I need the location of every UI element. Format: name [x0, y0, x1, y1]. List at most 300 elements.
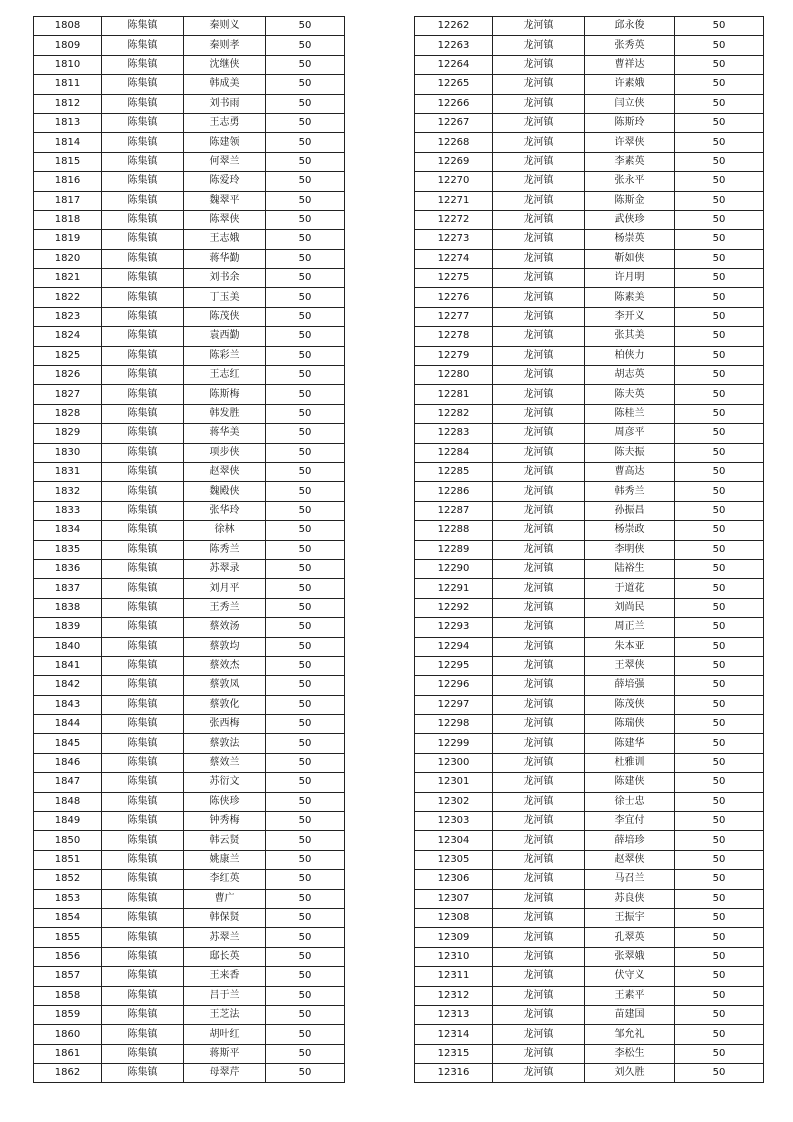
row-number-cell: 1836	[34, 559, 102, 578]
town-cell: 陈集镇	[102, 75, 184, 94]
name-cell: 魏殿侠	[184, 482, 266, 501]
amount-cell: 50	[266, 404, 345, 423]
row-number-cell: 12303	[415, 812, 493, 831]
table-row	[34, 792, 345, 811]
town-cell: 龙河镇	[493, 249, 585, 268]
town-cell: 陈集镇	[102, 715, 184, 734]
table-row	[34, 501, 345, 520]
amount-cell: 50	[266, 75, 345, 94]
row-number-cell: 1850	[34, 831, 102, 850]
amount-cell: 50	[266, 753, 345, 772]
amount-cell: 50	[675, 1005, 764, 1024]
name-cell: 蔡敦化	[184, 695, 266, 714]
town-cell: 陈集镇	[102, 443, 184, 462]
town-cell: 陈集镇	[102, 501, 184, 520]
row-number-cell: 12271	[415, 191, 493, 210]
town-cell: 陈集镇	[102, 113, 184, 132]
name-cell: 孔翠英	[585, 928, 675, 947]
amount-cell: 50	[266, 618, 345, 637]
town-cell: 龙河镇	[493, 1005, 585, 1024]
town-cell: 龙河镇	[493, 637, 585, 656]
name-cell: 胡叶红	[184, 1025, 266, 1044]
row-number-cell: 12282	[415, 404, 493, 423]
town-cell: 龙河镇	[493, 191, 585, 210]
row-number-cell: 12262	[415, 17, 493, 36]
row-number-cell: 1860	[34, 1025, 102, 1044]
amount-cell: 50	[675, 850, 764, 869]
town-cell: 陈集镇	[102, 753, 184, 772]
table-row	[415, 210, 764, 229]
name-cell: 陈夫振	[585, 443, 675, 462]
row-number-cell: 12288	[415, 521, 493, 540]
town-cell: 龙河镇	[493, 870, 585, 889]
town-cell: 龙河镇	[493, 17, 585, 36]
town-cell: 龙河镇	[493, 656, 585, 675]
table-row	[415, 656, 764, 675]
row-number-cell: 12301	[415, 773, 493, 792]
row-number-cell: 1808	[34, 17, 102, 36]
name-cell: 蔡效兰	[184, 753, 266, 772]
table-row	[415, 55, 764, 74]
name-cell: 秦则义	[184, 17, 266, 36]
name-cell: 蒋斯平	[184, 1044, 266, 1063]
amount-cell: 50	[675, 792, 764, 811]
town-cell: 龙河镇	[493, 501, 585, 520]
amount-cell: 50	[675, 986, 764, 1005]
name-cell: 张翠娥	[585, 947, 675, 966]
table-row	[34, 55, 345, 74]
row-number-cell: 1839	[34, 618, 102, 637]
table-row	[34, 947, 345, 966]
table-row	[415, 288, 764, 307]
name-cell: 柏侠力	[585, 346, 675, 365]
name-cell: 蔡敦均	[184, 637, 266, 656]
name-cell: 刘久胜	[585, 1064, 675, 1083]
table-row	[34, 598, 345, 617]
name-cell: 许月明	[585, 269, 675, 288]
table-row	[34, 734, 345, 753]
name-cell: 王志娥	[184, 230, 266, 249]
table-row	[415, 540, 764, 559]
table-row	[415, 928, 764, 947]
table-row	[415, 230, 764, 249]
row-number-cell: 12289	[415, 540, 493, 559]
name-cell: 武侠珍	[585, 210, 675, 229]
row-number-cell: 1842	[34, 676, 102, 695]
town-cell: 陈集镇	[102, 734, 184, 753]
table-row	[34, 908, 345, 927]
table-row	[34, 967, 345, 986]
amount-cell: 50	[266, 1025, 345, 1044]
table-row	[34, 152, 345, 171]
amount-cell: 50	[266, 346, 345, 365]
name-cell: 薛培强	[585, 676, 675, 695]
table-row	[415, 366, 764, 385]
row-number-cell: 1859	[34, 1005, 102, 1024]
name-cell: 苏良侠	[585, 889, 675, 908]
row-number-cell: 12269	[415, 152, 493, 171]
amount-cell: 50	[266, 947, 345, 966]
row-number-cell: 1821	[34, 269, 102, 288]
amount-cell: 50	[266, 889, 345, 908]
name-cell: 蔡效杰	[184, 656, 266, 675]
amount-cell: 50	[675, 831, 764, 850]
row-number-cell: 1847	[34, 773, 102, 792]
town-cell: 陈集镇	[102, 986, 184, 1005]
row-number-cell: 12284	[415, 443, 493, 462]
town-cell: 龙河镇	[493, 559, 585, 578]
town-cell: 陈集镇	[102, 172, 184, 191]
row-number-cell: 12304	[415, 831, 493, 850]
town-cell: 龙河镇	[493, 269, 585, 288]
name-cell: 韩成美	[184, 75, 266, 94]
town-cell: 龙河镇	[493, 676, 585, 695]
town-cell: 陈集镇	[102, 908, 184, 927]
town-cell: 陈集镇	[102, 36, 184, 55]
amount-cell: 50	[675, 482, 764, 501]
row-number-cell: 12275	[415, 269, 493, 288]
amount-cell: 50	[675, 288, 764, 307]
amount-cell: 50	[266, 967, 345, 986]
row-number-cell: 1861	[34, 1044, 102, 1063]
row-number-cell: 1809	[34, 36, 102, 55]
name-cell: 蒋华勤	[184, 249, 266, 268]
name-cell: 陈瑞侠	[585, 715, 675, 734]
town-cell: 陈集镇	[102, 579, 184, 598]
amount-cell: 50	[675, 598, 764, 617]
town-cell: 陈集镇	[102, 521, 184, 540]
name-cell: 蒋华美	[184, 424, 266, 443]
name-cell: 孙振昌	[585, 501, 675, 520]
table-row	[34, 540, 345, 559]
table-row	[34, 269, 345, 288]
row-number-cell: 1838	[34, 598, 102, 617]
row-number-cell: 12313	[415, 1005, 493, 1024]
amount-cell: 50	[675, 656, 764, 675]
row-number-cell: 1826	[34, 366, 102, 385]
row-number-cell: 1823	[34, 307, 102, 326]
amount-cell: 50	[675, 152, 764, 171]
town-cell: 龙河镇	[493, 152, 585, 171]
name-cell: 闫立侠	[585, 94, 675, 113]
name-cell: 陈茂侠	[184, 307, 266, 326]
row-number-cell: 12285	[415, 462, 493, 481]
table-row	[415, 831, 764, 850]
town-cell: 陈集镇	[102, 1025, 184, 1044]
town-cell: 龙河镇	[493, 385, 585, 404]
table-row	[34, 695, 345, 714]
row-number-cell: 1811	[34, 75, 102, 94]
amount-cell: 50	[266, 908, 345, 927]
name-cell: 李开义	[585, 307, 675, 326]
table-row	[34, 715, 345, 734]
town-cell: 陈集镇	[102, 870, 184, 889]
table-row	[415, 443, 764, 462]
name-cell: 曹祥达	[585, 55, 675, 74]
town-cell: 龙河镇	[493, 986, 585, 1005]
table-row	[415, 1064, 764, 1083]
town-cell: 龙河镇	[493, 36, 585, 55]
name-cell: 韩发胜	[184, 404, 266, 423]
town-cell: 龙河镇	[493, 1064, 585, 1083]
name-cell: 王志勇	[184, 113, 266, 132]
row-number-cell: 1835	[34, 540, 102, 559]
name-cell: 李红英	[184, 870, 266, 889]
amount-cell: 50	[266, 792, 345, 811]
table-row	[34, 249, 345, 268]
amount-cell: 50	[266, 870, 345, 889]
name-cell: 陈建领	[184, 133, 266, 152]
amount-cell: 50	[675, 1025, 764, 1044]
row-number-cell: 12265	[415, 75, 493, 94]
row-number-cell: 12295	[415, 656, 493, 675]
table-row	[415, 346, 764, 365]
row-number-cell: 1819	[34, 230, 102, 249]
table-row	[415, 559, 764, 578]
table-row	[415, 889, 764, 908]
name-cell: 陈斯金	[585, 191, 675, 210]
row-number-cell: 1813	[34, 113, 102, 132]
row-number-cell: 1817	[34, 191, 102, 210]
amount-cell: 50	[675, 210, 764, 229]
amount-cell: 50	[675, 676, 764, 695]
amount-cell: 50	[266, 269, 345, 288]
row-number-cell: 12311	[415, 967, 493, 986]
name-cell: 吕于兰	[184, 986, 266, 1005]
table-row	[34, 113, 345, 132]
town-cell: 陈集镇	[102, 618, 184, 637]
town-cell: 陈集镇	[102, 695, 184, 714]
row-number-cell: 1853	[34, 889, 102, 908]
row-number-cell: 12316	[415, 1064, 493, 1083]
amount-cell: 50	[266, 210, 345, 229]
row-number-cell: 12272	[415, 210, 493, 229]
roster-table-right	[414, 16, 764, 1083]
town-cell: 龙河镇	[493, 540, 585, 559]
table-row	[415, 986, 764, 1005]
row-number-cell: 1833	[34, 501, 102, 520]
amount-cell: 50	[266, 482, 345, 501]
amount-cell: 50	[675, 94, 764, 113]
table-row	[34, 230, 345, 249]
amount-cell: 50	[266, 288, 345, 307]
row-number-cell: 1849	[34, 812, 102, 831]
name-cell: 赵翠侠	[585, 850, 675, 869]
amount-cell: 50	[266, 656, 345, 675]
amount-cell: 50	[675, 17, 764, 36]
table-row	[415, 773, 764, 792]
amount-cell: 50	[266, 695, 345, 714]
town-cell: 龙河镇	[493, 889, 585, 908]
row-number-cell: 1855	[34, 928, 102, 947]
town-cell: 龙河镇	[493, 288, 585, 307]
table-row	[34, 618, 345, 637]
town-cell: 龙河镇	[493, 94, 585, 113]
table-row	[415, 715, 764, 734]
name-cell: 蔡敦凤	[184, 676, 266, 695]
amount-cell: 50	[675, 346, 764, 365]
amount-cell: 50	[675, 618, 764, 637]
amount-cell: 50	[675, 521, 764, 540]
town-cell: 陈集镇	[102, 792, 184, 811]
row-number-cell: 12300	[415, 753, 493, 772]
name-cell: 曹高达	[585, 462, 675, 481]
row-number-cell: 1848	[34, 792, 102, 811]
name-cell: 陈斯梅	[184, 385, 266, 404]
amount-cell: 50	[675, 928, 764, 947]
town-cell: 陈集镇	[102, 17, 184, 36]
row-number-cell: 12314	[415, 1025, 493, 1044]
amount-cell: 50	[675, 385, 764, 404]
table-row	[415, 172, 764, 191]
name-cell: 陈夫英	[585, 385, 675, 404]
town-cell: 陈集镇	[102, 94, 184, 113]
row-number-cell: 1832	[34, 482, 102, 501]
amount-cell: 50	[266, 734, 345, 753]
name-cell: 何翠兰	[184, 152, 266, 171]
name-cell: 钟秀梅	[184, 812, 266, 831]
table-row	[34, 288, 345, 307]
table-row	[34, 327, 345, 346]
name-cell: 伏守义	[585, 967, 675, 986]
town-cell: 龙河镇	[493, 908, 585, 927]
town-cell: 龙河镇	[493, 947, 585, 966]
table-row	[34, 637, 345, 656]
town-cell: 陈集镇	[102, 191, 184, 210]
row-number-cell: 12270	[415, 172, 493, 191]
table-row	[415, 501, 764, 520]
table-row	[415, 812, 764, 831]
town-cell: 陈集镇	[102, 346, 184, 365]
table-row	[34, 210, 345, 229]
table-row	[415, 870, 764, 889]
amount-cell: 50	[675, 579, 764, 598]
name-cell: 沈继侠	[184, 55, 266, 74]
table-row	[415, 695, 764, 714]
name-cell: 王来香	[184, 967, 266, 986]
town-cell: 陈集镇	[102, 967, 184, 986]
name-cell: 许素娥	[585, 75, 675, 94]
row-number-cell: 1827	[34, 385, 102, 404]
table-row	[34, 986, 345, 1005]
table-row	[415, 385, 764, 404]
amount-cell: 50	[266, 1064, 345, 1083]
row-number-cell: 12302	[415, 792, 493, 811]
row-number-cell: 12296	[415, 676, 493, 695]
row-number-cell: 1841	[34, 656, 102, 675]
amount-cell: 50	[266, 501, 345, 520]
row-number-cell: 1829	[34, 424, 102, 443]
amount-cell: 50	[266, 191, 345, 210]
amount-cell: 50	[675, 715, 764, 734]
town-cell: 陈集镇	[102, 327, 184, 346]
row-number-cell: 1830	[34, 443, 102, 462]
name-cell: 刘书余	[184, 269, 266, 288]
table-row	[415, 734, 764, 753]
row-number-cell: 1822	[34, 288, 102, 307]
table-row	[415, 850, 764, 869]
town-cell: 龙河镇	[493, 850, 585, 869]
town-cell: 龙河镇	[493, 579, 585, 598]
name-cell: 陈爱玲	[184, 172, 266, 191]
amount-cell: 50	[266, 637, 345, 656]
amount-cell: 50	[266, 249, 345, 268]
row-number-cell: 12283	[415, 424, 493, 443]
row-number-cell: 12263	[415, 36, 493, 55]
name-cell: 陈侠珍	[184, 792, 266, 811]
row-number-cell: 1815	[34, 152, 102, 171]
row-number-cell: 12293	[415, 618, 493, 637]
amount-cell: 50	[266, 36, 345, 55]
row-number-cell: 12306	[415, 870, 493, 889]
row-number-cell: 12291	[415, 579, 493, 598]
table-row	[34, 443, 345, 462]
town-cell: 龙河镇	[493, 327, 585, 346]
town-cell: 龙河镇	[493, 967, 585, 986]
row-number-cell: 1862	[34, 1064, 102, 1083]
town-cell: 龙河镇	[493, 133, 585, 152]
table-row	[34, 812, 345, 831]
row-number-cell: 12297	[415, 695, 493, 714]
town-cell: 龙河镇	[493, 424, 585, 443]
name-cell: 王素平	[585, 986, 675, 1005]
roster-table-left	[33, 16, 345, 1083]
name-cell: 杜雅训	[585, 753, 675, 772]
row-number-cell: 1846	[34, 753, 102, 772]
table-row	[34, 482, 345, 501]
table-row	[415, 191, 764, 210]
town-cell: 龙河镇	[493, 113, 585, 132]
amount-cell: 50	[675, 501, 764, 520]
row-number-cell: 12266	[415, 94, 493, 113]
name-cell: 陈翠侠	[184, 210, 266, 229]
name-cell: 丁玉美	[184, 288, 266, 307]
name-cell: 徐林	[184, 521, 266, 540]
amount-cell: 50	[675, 908, 764, 927]
table-row	[34, 676, 345, 695]
amount-cell: 50	[266, 521, 345, 540]
amount-cell: 50	[266, 366, 345, 385]
table-row	[34, 424, 345, 443]
town-cell: 陈集镇	[102, 366, 184, 385]
name-cell: 蔡效汤	[184, 618, 266, 637]
row-number-cell: 12279	[415, 346, 493, 365]
amount-cell: 50	[675, 172, 764, 191]
amount-cell: 50	[675, 404, 764, 423]
name-cell: 张秀英	[585, 36, 675, 55]
amount-cell: 50	[266, 1005, 345, 1024]
row-number-cell: 1825	[34, 346, 102, 365]
table-row	[34, 385, 345, 404]
table-row	[415, 462, 764, 481]
amount-cell: 50	[675, 230, 764, 249]
row-number-cell: 12312	[415, 986, 493, 1005]
table-row	[34, 889, 345, 908]
amount-cell: 50	[675, 753, 764, 772]
row-number-cell: 1834	[34, 521, 102, 540]
amount-cell: 50	[675, 113, 764, 132]
table-row	[34, 579, 345, 598]
town-cell: 陈集镇	[102, 307, 184, 326]
name-cell: 苏衍文	[184, 773, 266, 792]
town-cell: 陈集镇	[102, 385, 184, 404]
town-cell: 陈集镇	[102, 1044, 184, 1063]
table-row	[415, 482, 764, 501]
table-row	[34, 1005, 345, 1024]
town-cell: 龙河镇	[493, 404, 585, 423]
table-row	[415, 404, 764, 423]
town-cell: 陈集镇	[102, 1005, 184, 1024]
